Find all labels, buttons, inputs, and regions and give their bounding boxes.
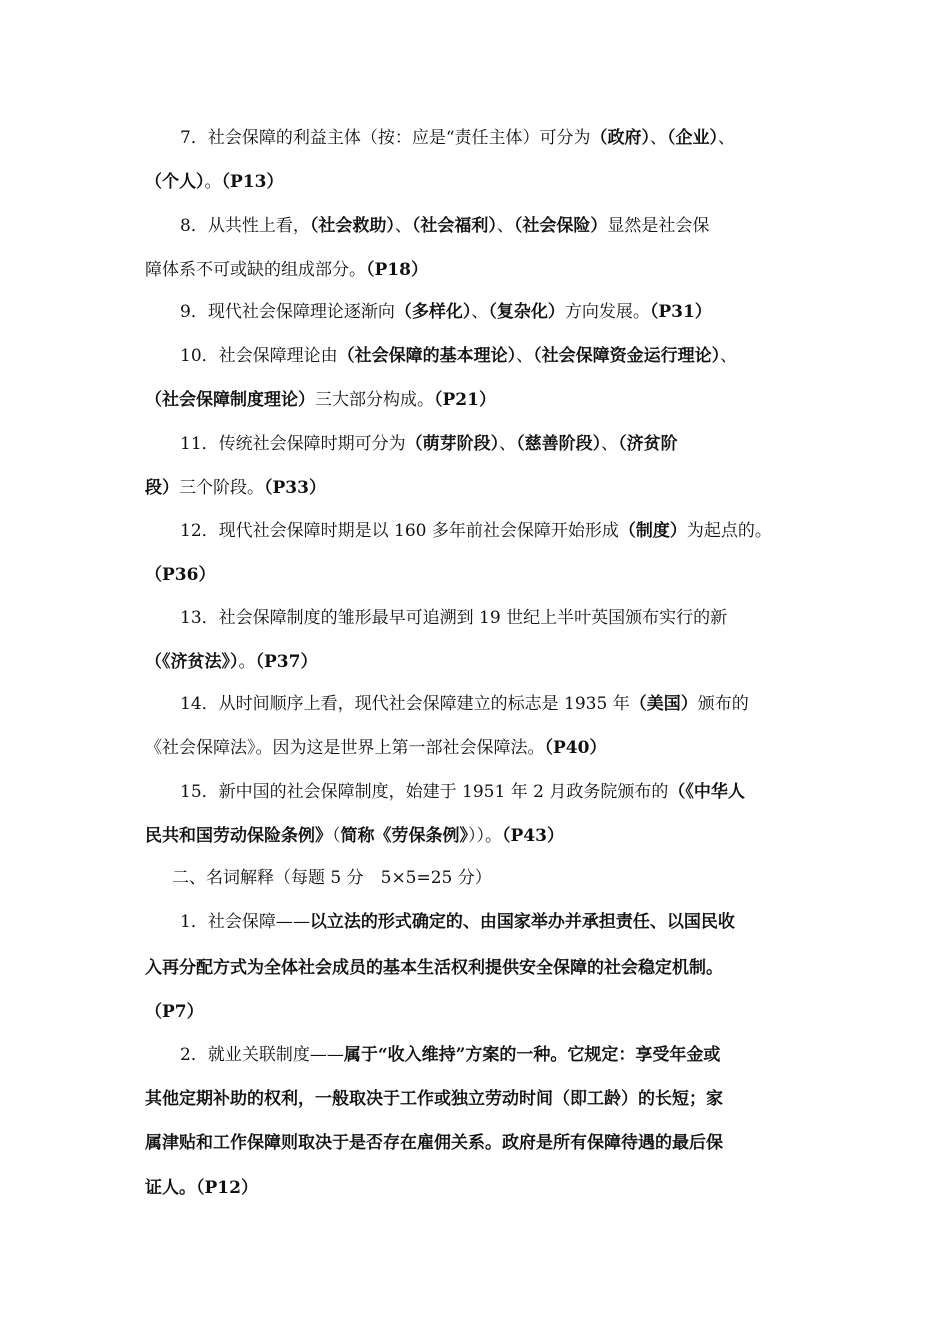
text-run: 障体系不可或缺的组成部分。 <box>145 260 366 280</box>
text-run: 方向发展。 <box>564 302 650 322</box>
bold-answer-text: （复杂化） <box>488 302 565 322</box>
bold-answer-text: （萌芽阶段） <box>405 434 500 454</box>
text-run: 三大部分构成。 <box>315 390 434 410</box>
question-15-line-1 <box>180 780 745 804</box>
bold-answer-text: （P21） <box>434 390 496 410</box>
bold-answer-text: （多样化） <box>394 302 472 322</box>
text-run: 1．社会保障—— <box>180 912 310 932</box>
term-2-line-3 <box>145 1131 723 1155</box>
text-run: 、 <box>516 346 534 366</box>
question-12-line-2 <box>145 563 215 587</box>
question-9-line-1 <box>180 300 712 324</box>
text-run: 12．现代社会保障时期是以 160 多年前社会保障开始形成 <box>180 521 619 541</box>
text-run: （ <box>332 826 341 846</box>
bold-answer-text: 民共和国劳动保险条例》 <box>145 826 332 846</box>
bold-answer-text: （社会保障的基本理论） <box>337 346 517 366</box>
bold-answer-text: （P33） <box>264 478 326 498</box>
text-run: 三个阶段。 <box>179 478 264 498</box>
term-1-line-3 <box>145 1000 204 1024</box>
question-8-line-2 <box>145 258 428 282</box>
text-run: 、 <box>720 346 738 366</box>
bold-answer-text: （社会保险） <box>513 216 608 236</box>
text-run: 、 <box>471 302 489 322</box>
bold-answer-text: （慈善阶段） <box>516 434 602 454</box>
bold-answer-text: （个人） <box>145 172 205 192</box>
question-7-line-1 <box>180 126 735 150</box>
term-1-line-2 <box>145 956 723 980</box>
question-14-line-1 <box>180 692 749 716</box>
bold-answer-text: （P7） <box>145 1002 204 1022</box>
question-12-line-1 <box>180 519 772 543</box>
bold-answer-text: 其他定期补助的权利，一般取决于工作或独立劳动时间（即工龄）的长短；家 <box>145 1089 723 1109</box>
text-run: 11．传统社会保障时期可分为 <box>180 434 406 454</box>
question-10-line-2 <box>145 388 496 412</box>
bold-answer-text: 简称《劳保条例》 <box>340 826 468 846</box>
bold-answer-text: （美国） <box>629 694 698 714</box>
bold-answer-text: 以立法的形式确定的、由国家举办并承担责任、以国民收 <box>309 912 735 932</box>
question-7-line-2 <box>145 170 283 194</box>
text-run: 、 <box>499 434 517 454</box>
term-2-line-1 <box>180 1043 720 1067</box>
text-run: 。 <box>204 172 222 192</box>
bold-answer-text: （政府） <box>590 128 651 148</box>
text-run: 7．社会保障的利益主体（按：应是“责任主体）可分为 <box>180 128 591 148</box>
question-11-line-1 <box>180 432 678 456</box>
text-run: ））。 <box>468 826 502 846</box>
term-2-line-2 <box>145 1087 723 1111</box>
bold-answer-text: （社会保障制度理论） <box>145 390 315 410</box>
question-10-line-1 <box>180 344 737 368</box>
bold-answer-text: （P43） <box>502 826 564 846</box>
bold-answer-text: 属于“收入维持”方案的一种。它规定：享受年金或 <box>343 1045 721 1065</box>
bold-answer-text: 段） <box>145 478 179 498</box>
text-run: 8．从共性上看， <box>180 216 310 236</box>
text-run: 10．社会保障理论由 <box>180 346 338 366</box>
bold-answer-text: （P37） <box>255 652 318 672</box>
bold-answer-text: （企业） <box>667 128 719 148</box>
bold-answer-text: （《济贫法》） <box>145 652 239 672</box>
text-run: 14．从时间顺序上看，现代社会保障建立的标志是 1935 年 <box>180 694 630 714</box>
term-2-line-4 <box>145 1176 258 1200</box>
text-run: 、 <box>496 216 514 236</box>
text-run: 2．就业关联制度—— <box>180 1045 344 1065</box>
section-heading <box>172 866 492 890</box>
text-run: 颁布的 <box>697 694 749 714</box>
question-13-line-2 <box>145 650 317 674</box>
bold-answer-text: （济贫阶 <box>618 434 678 454</box>
bold-answer-text: （社会福利） <box>411 216 497 236</box>
bold-answer-text: 属津贴和工作保障则取决于是否存在雇佣关系。政府是所有保障待遇的最后保 <box>145 1133 723 1153</box>
text-run: 。 <box>238 652 256 672</box>
question-8-line-1 <box>180 214 709 238</box>
text-run: 、 <box>650 128 668 148</box>
bold-answer-text: （P13） <box>221 172 284 192</box>
text-run: 、 <box>601 434 619 454</box>
bold-answer-text: （制度） <box>618 521 687 541</box>
text-run: 15．新中国的社会保障制度，始建于 1951 年 2 月政务院颁布的 <box>180 782 669 802</box>
bold-answer-text: 入再分配方式为全体社会成员的基本生活权利提供安全保障的社会稳定机制。 <box>145 958 723 978</box>
text-run: 《社会保障法》。因为这是世界上第一部社会保障法。 <box>145 738 545 758</box>
bold-answer-text: （社会救助） <box>309 216 395 236</box>
bold-answer-text: （《中华人 <box>668 782 745 802</box>
bold-answer-text: （社会保障资金运行理论） <box>533 346 721 366</box>
question-13-line-1 <box>180 606 727 630</box>
text-run: 、 <box>718 128 736 148</box>
bold-answer-text: （P31） <box>649 302 712 322</box>
text-run: 二、名词解释（每题 5 分 5×5=25 分） <box>172 868 492 888</box>
text-run: 9．现代社会保障理论逐渐向 <box>180 302 395 322</box>
text-run: 、 <box>394 216 412 236</box>
text-run: 13．社会保障制度的雏形最早可追溯到 19 世纪上半叶英国颁布实行的新 <box>180 608 728 628</box>
question-14-line-2 <box>145 736 606 760</box>
bold-answer-text: （P18） <box>366 260 428 280</box>
term-1-line-1 <box>180 910 735 934</box>
bold-answer-text: （P36） <box>145 565 216 585</box>
question-15-line-2 <box>145 824 564 848</box>
bold-answer-text: 证人。 <box>145 1178 196 1198</box>
text-run: 显然是社会保 <box>607 216 710 236</box>
question-11-line-2 <box>145 476 326 500</box>
bold-answer-text: （P12） <box>196 1178 258 1198</box>
text-run: 为起点的。 <box>686 521 772 541</box>
bold-answer-text: （P40） <box>544 738 607 758</box>
